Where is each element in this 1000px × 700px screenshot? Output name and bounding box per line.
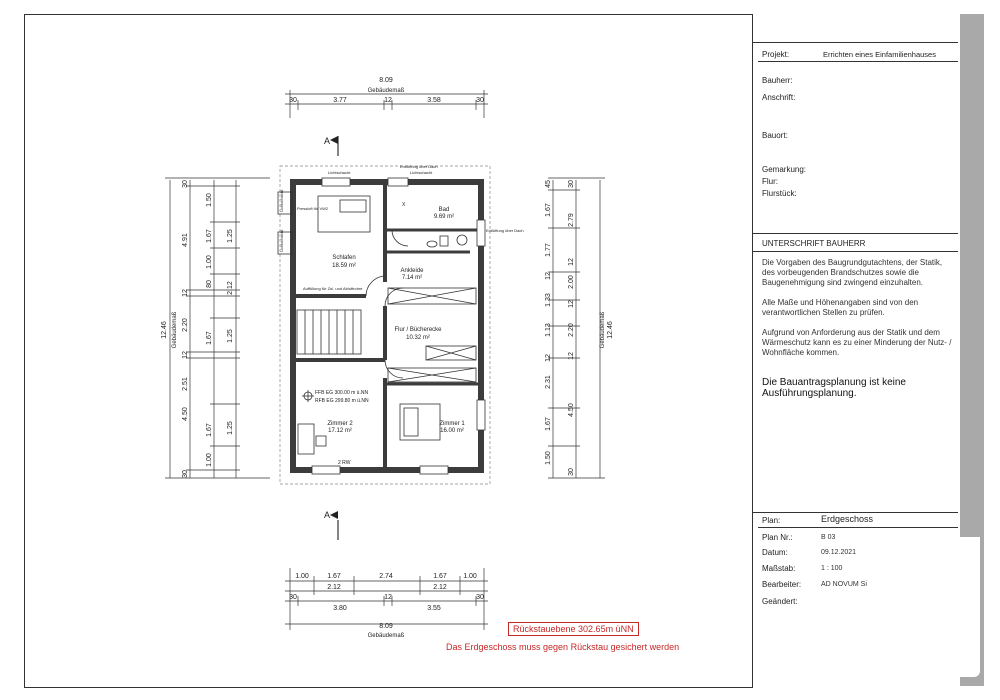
note-pressluft: Pressluft für VW2 — [297, 206, 329, 211]
left-dim: 1.00 — [206, 255, 213, 269]
top-dim: 12 — [384, 97, 392, 104]
note-auffuellung: Auffüllung für Zul. und Abluftrohre — [303, 286, 363, 291]
note-x: X — [402, 202, 406, 208]
room-bad: Bad — [438, 207, 450, 213]
note-lichtschacht: Lichtschacht — [328, 170, 351, 175]
left-dim: 1.25 — [227, 329, 234, 343]
bottom-total: 8.09 — [379, 623, 393, 630]
bottom-dim: 1.67 — [327, 573, 341, 580]
room-zimmer2-area: 17.12 m² — [328, 428, 352, 434]
right-dim: 12 — [568, 352, 575, 360]
right-dim: 12 — [545, 272, 552, 280]
left-dim: 4.91 — [182, 233, 189, 247]
divider — [758, 527, 958, 528]
room-ankleide: Ankleide — [400, 268, 424, 274]
right-dim: 12 — [568, 258, 575, 266]
gemarkung-label: Gemarkung: — [762, 165, 807, 174]
left-total: 12.46 — [161, 321, 168, 339]
left-dim: 12 — [182, 289, 189, 297]
right-dim: 2.00 — [568, 275, 575, 289]
top-dim: 30 — [289, 97, 297, 104]
right-total: 12.46 — [607, 321, 614, 339]
left-dim: 1.67 — [206, 331, 213, 345]
right-dim: 12 — [545, 354, 552, 362]
massstab-value: 1 : 100 — [821, 565, 843, 572]
right-dim: 1.67 — [545, 203, 552, 217]
left-dim: 80 — [206, 280, 213, 288]
room-schlafen-area: 18.59 m² — [332, 263, 356, 269]
top-caption: Gebäudemaß — [367, 88, 405, 94]
note-lichtschacht: Lichtschacht — [279, 189, 284, 212]
note-lichtschacht: Lichtschacht — [279, 229, 284, 252]
bauherr-label: Bauherr: — [762, 76, 793, 85]
section-label-bottom: A — [324, 510, 331, 520]
left-dim: 2.20 — [182, 318, 189, 332]
section-label-top: A — [324, 136, 331, 146]
rueckstau-note: Das Erdgeschoss muss gegen Rückstau gesichert werden — [446, 642, 680, 652]
room-zimmer1-area: 16.00 m² — [440, 428, 464, 434]
right-dim: 12 — [568, 300, 575, 308]
bottom-dim: 2.12 — [327, 584, 341, 591]
room-bad-area: 9.69 m² — [433, 214, 455, 220]
note-lichtschacht: Lichtschacht — [410, 170, 433, 175]
plannr-label: Plan Nr.: — [762, 533, 793, 542]
bottom-dim: 12 — [384, 594, 392, 601]
bottom-dim: 1.00 — [463, 573, 477, 580]
geaendert-label: Geändert: — [762, 597, 798, 606]
right-dim: 30 — [568, 180, 575, 188]
room-zimmer2: Zimmer 2 — [327, 421, 353, 427]
flurstueck-label: Flurstück: — [762, 189, 797, 198]
plan-label: Plan: — [762, 516, 781, 525]
left-dim: 1.50 — [206, 193, 213, 207]
right-dim: 2.31 — [545, 375, 552, 389]
bearbeiter-label: Bearbeiter: — [762, 580, 802, 589]
left-dim: 30 — [182, 470, 189, 478]
left-dim: 2.51 — [182, 377, 189, 391]
bottom-dim: 1.00 — [295, 573, 309, 580]
room-flur-area: 10.32 m² — [406, 335, 430, 341]
note-minderung: Aufgrund von Anforderung aus der Statik und dem Wärmeschutz kann es zu einer Minderung der Nutz- / Wohnfläche kommen. — [762, 328, 952, 357]
bottom-dim: 2.12 — [433, 584, 447, 591]
note-rfb: RFB EG 299.80 m ü.NN — [315, 398, 369, 404]
divider — [758, 61, 958, 62]
unterschrift-label: UNTERSCHRIFT BAUHERR — [762, 239, 866, 248]
left-dim: 1.25 — [227, 421, 234, 435]
note-rw: 2 RW — [338, 460, 351, 466]
plannr-value: B 03 — [821, 534, 836, 541]
top-dim: 3.58 — [427, 97, 441, 104]
right-dim: 30 — [568, 468, 575, 476]
left-caption: Gebäudemaß — [172, 311, 178, 349]
room-flur: Flur / Bücherecke — [394, 327, 442, 333]
massstab-label: Maßstab: — [762, 564, 796, 573]
datum-value: 09.12.2021 — [821, 549, 857, 556]
left-dim: 30 — [182, 180, 189, 188]
wardrobes — [278, 136, 485, 540]
note-entlueftung: Entlüftung über Dach — [400, 164, 438, 169]
note-vorgaben: Die Vorgaben des Baugrundgutachtens, der Statik, des vorbeugenden Brandschutzes sowie die Baugenehmigung sind zwingend einzuhalten. — [762, 258, 943, 287]
plan-value: Erdgeschoss — [821, 514, 874, 524]
bottom-dim: 2.74 — [379, 573, 393, 580]
right-caption: Gebäudemaß — [600, 311, 606, 349]
left-dim: 4.50 — [182, 407, 189, 421]
note-masse: Alle Maße und Höhenangaben sind von den verantwortlichen Stellen zu prüfen. — [762, 298, 919, 317]
section-arrow-bottom — [330, 511, 338, 519]
bauort-label: Bauort: — [762, 131, 788, 140]
note-ffb: FFB EG 300.00 m ü.NN — [315, 390, 369, 396]
bottom-caption: Gebäudemaß — [367, 633, 405, 639]
right-dim: 1.33 — [545, 293, 552, 307]
warning-text: Die Bauantragsplanung ist keine Ausführungsplanung. — [762, 377, 906, 399]
divider — [752, 233, 958, 234]
bottom-dim: 3.55 — [427, 605, 441, 612]
note-entlueftung: Entlüftung über Dach — [486, 228, 524, 233]
right-dim: 2.79 — [568, 213, 575, 227]
left-dim: 1.67 — [206, 229, 213, 243]
left-dim: 1.67 — [206, 423, 213, 437]
bearbeiter-value: AD NOVUM Si — [821, 581, 867, 588]
left-dim: 1.25 — [227, 229, 234, 243]
bottom-dim: 30 — [476, 594, 484, 601]
left-dim: 2.12 — [227, 281, 234, 295]
bottom-dim: 3.80 — [333, 605, 347, 612]
bottom-dim: 30 — [289, 594, 297, 601]
divider — [752, 512, 958, 513]
room-zimmer1: Zimmer 1 — [439, 421, 465, 427]
left-dim: 1.00 — [206, 453, 213, 467]
projekt-value: Errichten eines Einfamilienhauses — [823, 50, 936, 59]
projekt-label: Projekt: — [762, 50, 790, 59]
anschrift-label: Anschrift: — [762, 93, 796, 102]
flur-label: Flur: — [762, 177, 778, 186]
right-dim: 1.13 — [545, 323, 552, 337]
section-arrow-top — [330, 136, 338, 144]
right-dim: 1.77 — [545, 243, 552, 257]
top-total: 8.09 — [379, 77, 393, 84]
divider — [752, 251, 958, 252]
right-dim: 1.50 — [545, 451, 552, 465]
right-dim: 2.20 — [568, 323, 575, 337]
rueckstau-box: Rückstauebene 302.65m üNN — [508, 622, 639, 636]
right-dim: 1.67 — [545, 417, 552, 431]
top-dim: 30 — [476, 97, 484, 104]
right-dim: 4.50 — [568, 403, 575, 417]
room-ankleide-area: 7.14 m² — [401, 275, 423, 281]
room-schlafen: Schlafen — [332, 255, 356, 261]
right-dim: 45 — [545, 180, 552, 188]
left-dim: 12 — [182, 351, 189, 359]
top-dim: 3.77 — [333, 97, 347, 104]
bottom-dim: 1.67 — [433, 573, 447, 580]
datum-label: Datum: — [762, 548, 788, 557]
